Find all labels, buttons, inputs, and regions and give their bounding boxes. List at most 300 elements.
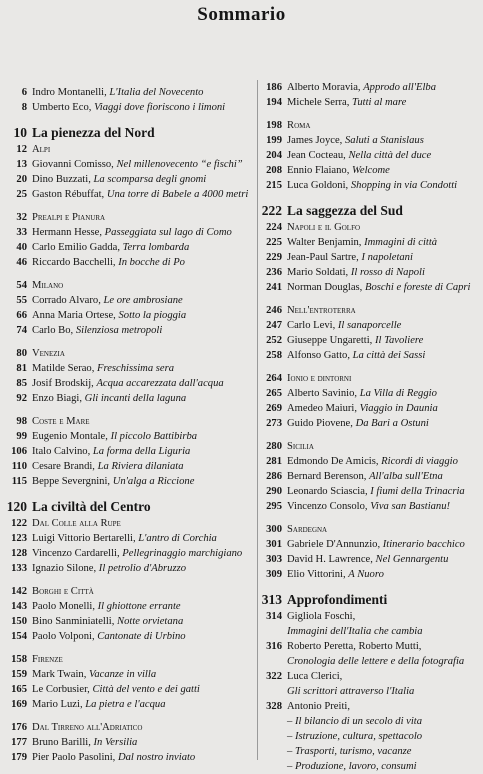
entry-text <box>282 729 422 744</box>
entry-text <box>27 599 181 614</box>
section-gap <box>4 202 256 210</box>
page-number: 106 <box>11 446 27 457</box>
page-number: 247 <box>266 320 282 331</box>
page-number: 322 <box>266 671 282 682</box>
author-name: Hermann Hesse, <box>32 227 105 238</box>
work-title: L'antro di Corchia <box>138 533 217 544</box>
entry-text <box>27 682 200 697</box>
author-name: Corrado Alvaro, <box>32 295 104 306</box>
work-title: Viaggi dove fioriscono i limoni <box>94 102 226 113</box>
section-gap <box>259 431 481 439</box>
author-name: James Joyce, <box>287 135 345 146</box>
author-name: Carlo Emilio Gadda, <box>32 242 123 253</box>
toc-entry <box>259 454 481 469</box>
author-name: Bruno Barilli, <box>32 737 94 748</box>
entry-text <box>27 750 195 765</box>
page-number: 13 <box>16 159 27 170</box>
page-number: 264 <box>266 373 282 384</box>
subsection-heading <box>259 303 481 318</box>
entry-text <box>27 531 217 546</box>
author-name: Pier Paolo Pasolini, <box>32 752 118 763</box>
toc-entry <box>4 85 256 100</box>
toc-entry <box>259 133 481 148</box>
subsection-title: Borghi e Città <box>32 586 94 597</box>
subsection-heading <box>259 439 481 454</box>
author-name: Carlo Levi, <box>287 320 338 331</box>
work-title: La scomparsa degli gnomi <box>93 174 207 185</box>
toc-right-column <box>259 80 481 774</box>
author-name: Josif Brodskij, <box>32 378 97 389</box>
column-divider <box>257 80 258 760</box>
page-number: 33 <box>16 227 27 238</box>
toc-entry <box>4 376 256 391</box>
toc-entry <box>259 499 481 514</box>
page-number: 265 <box>266 388 282 399</box>
page-number: 85 <box>16 378 27 389</box>
subsection-heading <box>4 414 256 429</box>
work-title: Nella città del duce <box>348 150 432 161</box>
author-name: Paolo Monelli, <box>32 601 98 612</box>
entry-text <box>27 561 186 576</box>
toc-entry <box>259 280 481 295</box>
page-number: 46 <box>16 257 27 268</box>
author-name: Roberto Peretta, Roberto Mutti, <box>287 641 422 652</box>
entry-text <box>282 624 423 639</box>
page-number: 98 <box>16 416 27 427</box>
entry-text <box>282 609 355 624</box>
toc-entry <box>259 95 481 110</box>
work-title: Vacanze in villa <box>89 669 157 680</box>
author-name: Antonio Preiti, <box>287 701 350 712</box>
entry-text <box>282 699 350 714</box>
page-number: 6 <box>21 87 27 98</box>
section-gap <box>259 582 481 590</box>
page-number: 316 <box>266 641 282 652</box>
subsection-title: Napoli e il Golfo <box>287 222 361 233</box>
work-title: Boschi e foreste di Capri <box>364 282 471 293</box>
entry-text <box>282 537 465 552</box>
toc-entry <box>4 157 256 172</box>
work-title: Il ghiottone errante <box>97 601 181 612</box>
toc-entry <box>4 531 256 546</box>
entry-text <box>27 85 203 100</box>
entry-text <box>282 654 464 669</box>
page-number: 229 <box>266 252 282 263</box>
toc-entry <box>259 333 481 348</box>
page-number: 8 <box>21 102 27 113</box>
section-gap <box>4 338 256 346</box>
entry-text <box>27 667 156 682</box>
entry-text <box>282 744 412 759</box>
entry-text <box>27 308 186 323</box>
author-name: Gaston Rébuffat, <box>32 189 107 200</box>
page-number: 54 <box>16 280 27 291</box>
page-number: 122 <box>11 518 27 529</box>
work-title: Itinerario bacchico <box>382 539 465 550</box>
author-name: Luca Clerici, <box>287 671 343 682</box>
author-name: Leonardo Sciascia, <box>287 486 371 497</box>
work-title: Il piccolo Battibirba <box>110 431 198 442</box>
section-gap <box>4 270 256 278</box>
work-title: Approdo all'Elba <box>363 82 436 93</box>
page-number: 258 <box>266 350 282 361</box>
section-title: La civiltà del Centro <box>32 499 151 514</box>
author-name: Vincenzo Cardarelli, <box>32 548 123 559</box>
toc-entry <box>259 552 481 567</box>
page-number: 176 <box>11 722 27 733</box>
section-title: La pienezza del Nord <box>32 125 155 140</box>
toc-entry <box>4 682 256 697</box>
subsection-heading <box>259 118 481 133</box>
author-name: Ignazio Silone, <box>32 563 99 574</box>
author-name: Alberto Moravia, <box>287 82 364 93</box>
subsection-heading <box>4 652 256 667</box>
work-title: Shopping in via Condotti <box>350 180 458 191</box>
toc-entry <box>259 178 481 193</box>
toc-entry <box>4 614 256 629</box>
work-title: In bocche di Po <box>118 257 185 268</box>
author-name: Michele Serra, <box>287 97 353 108</box>
subsection-title: Prealpi e Pianura <box>32 212 106 223</box>
entry-text <box>27 474 194 489</box>
author-name: Guido Piovene, <box>287 418 356 429</box>
toc-entry <box>4 629 256 644</box>
toc-entry <box>259 401 481 416</box>
section-gap <box>259 514 481 522</box>
section-gap <box>4 406 256 414</box>
entry-text <box>282 454 458 469</box>
toc-entry <box>4 599 256 614</box>
toc-entry <box>259 163 481 178</box>
page-number: 281 <box>266 456 282 467</box>
section-gap <box>4 712 256 720</box>
entry-text <box>27 225 232 240</box>
entry-text <box>27 546 242 561</box>
entry-text <box>282 499 450 514</box>
subsection-heading <box>4 210 256 225</box>
toc-entry <box>4 546 256 561</box>
author-name: Cesare Brandi, <box>32 461 98 472</box>
toc-entry <box>259 684 481 699</box>
subsection-heading <box>4 584 256 599</box>
toc-entry <box>259 235 481 250</box>
author-name: Indro Montanelli, <box>32 87 110 98</box>
page-number: 280 <box>266 441 282 452</box>
page-number: 286 <box>266 471 282 482</box>
subsection-heading <box>259 522 481 537</box>
work-title: Passeggiata sul lago di Como <box>104 227 232 238</box>
toc-entry <box>4 750 256 765</box>
toc-left-column <box>4 85 256 765</box>
toc-entry <box>259 318 481 333</box>
page-number: 20 <box>16 174 27 185</box>
subsection-heading <box>4 346 256 361</box>
work-title: – Trasporti, turismo, vacanze <box>287 746 412 757</box>
work-title: Pellegrinaggio marchigiano <box>122 548 243 559</box>
author-name: Mario Soldati, <box>287 267 351 278</box>
toc-entry <box>4 444 256 459</box>
work-title: – Istruzione, cultura, spettacolo <box>287 731 423 742</box>
work-title: All'alba sull'Etna <box>369 471 443 482</box>
entry-text <box>282 265 425 280</box>
subsection-title: Firenze <box>32 654 63 665</box>
toc-entry <box>4 697 256 712</box>
author-name: Giuseppe Ungaretti, <box>287 335 375 346</box>
toc-entry <box>259 624 481 639</box>
work-title: Tutti al mare <box>352 97 407 108</box>
toc-entry <box>4 667 256 682</box>
section-gap <box>4 644 256 652</box>
toc-entry <box>259 484 481 499</box>
entry-text <box>27 100 225 115</box>
work-title: Acqua accarezzata dall'acqua <box>96 378 224 389</box>
entry-text <box>282 348 425 363</box>
entry-text <box>27 255 185 270</box>
section-gap <box>4 576 256 584</box>
subsection-title: Sicilia <box>287 441 314 452</box>
page-number: 120 <box>6 499 27 514</box>
author-name: Beppe Severgnini, <box>32 476 113 487</box>
toc-entry <box>259 386 481 401</box>
author-name: Vincenzo Consolo, <box>287 501 371 512</box>
toc-entry <box>259 416 481 431</box>
section-gap <box>259 295 481 303</box>
work-title: Sotto la pioggia <box>118 310 187 321</box>
page-number: 224 <box>266 222 282 233</box>
work-title: Un'alga a Riccione <box>112 476 195 487</box>
page-number: 222 <box>261 203 282 218</box>
toc-entry <box>259 348 481 363</box>
page-number: 81 <box>16 363 27 374</box>
author-name: Giovanni Comisso, <box>32 159 117 170</box>
entry-text <box>27 172 206 187</box>
author-name: Ennio Flaiano, <box>287 165 353 176</box>
work-title: A Nuoro <box>348 569 384 580</box>
toc-entry <box>4 225 256 240</box>
author-name: Le Corbusier, <box>32 684 93 695</box>
work-title: Cantonate di Urbino <box>97 631 186 642</box>
section-gap <box>4 489 256 497</box>
subsection-title: Dal Tirreno all'Adriatico <box>32 722 143 733</box>
page-number: 66 <box>16 310 27 321</box>
subsection-title: Nell'entroterra <box>287 305 356 316</box>
toc-entry <box>4 561 256 576</box>
subsection-title: Ionio e dintorni <box>287 373 352 384</box>
entry-text <box>27 391 186 406</box>
entry-text <box>282 333 423 348</box>
author-name: Gigliola Foschi, <box>287 611 356 622</box>
section-heading <box>4 497 256 516</box>
page-number: 177 <box>11 737 27 748</box>
toc-entry <box>259 714 481 729</box>
toc-entry <box>259 609 481 624</box>
entry-text <box>282 250 413 265</box>
toc-entry <box>259 250 481 265</box>
entry-text <box>282 163 390 178</box>
entry-text <box>27 187 248 202</box>
work-title: I napoletani <box>361 252 413 263</box>
page-number: 194 <box>266 97 282 108</box>
entry-text <box>282 714 422 729</box>
toc-entry <box>4 361 256 376</box>
author-name: Luigi Vittorio Bertarelli, <box>32 533 139 544</box>
work-title: Il sanaporcelle <box>337 320 402 331</box>
page-number: 40 <box>16 242 27 253</box>
work-title: Notte orvietana <box>117 616 184 627</box>
work-title: Il Tavoliere <box>374 335 424 346</box>
page-number: 165 <box>11 684 27 695</box>
author-name: Enzo Biagi, <box>32 393 85 404</box>
entry-text <box>27 157 243 172</box>
section-gap <box>259 363 481 371</box>
page-number: 12 <box>16 144 27 155</box>
author-name: Amedeo Maiuri, <box>287 403 360 414</box>
toc-entry <box>4 240 256 255</box>
subsection-heading <box>4 516 256 531</box>
author-name: Carlo Bo, <box>32 325 76 336</box>
author-name: Dino Buzzati, <box>32 174 94 185</box>
page-number: 328 <box>266 701 282 712</box>
toc-entry <box>4 459 256 474</box>
page-number: 208 <box>266 165 282 176</box>
author-name: Mark Twain, <box>32 669 90 680</box>
page-number: 128 <box>11 548 27 559</box>
page-number: 25 <box>16 189 27 200</box>
entry-text <box>27 444 190 459</box>
author-name: Luca Goldoni, <box>287 180 351 191</box>
subsection-title: Dal Colle alla Rupe <box>32 518 121 529</box>
entry-text <box>282 639 421 654</box>
toc-entry <box>4 172 256 187</box>
page-number: 133 <box>11 563 27 574</box>
toc-entry <box>259 537 481 552</box>
subsection-heading <box>4 142 256 157</box>
entry-text <box>282 669 342 684</box>
page-number: 246 <box>266 305 282 316</box>
work-title: La Riviera dilaniata <box>97 461 184 472</box>
work-title: – Produzione, lavoro, consumi <box>287 761 417 772</box>
work-title: Ricordi di viaggio <box>381 456 458 467</box>
entry-text <box>282 401 438 416</box>
section-title: La saggezza del Sud <box>287 203 403 218</box>
entry-text <box>282 280 471 295</box>
entry-text <box>27 697 166 712</box>
entry-text <box>282 95 406 110</box>
subsection-title: Coste e Mare <box>32 416 90 427</box>
entry-text <box>282 469 443 484</box>
subsection-heading <box>4 278 256 293</box>
toc-entry <box>259 729 481 744</box>
author-name: Bernard Berenson, <box>287 471 370 482</box>
work-title: Una torre di Babele a 4000 metri <box>106 189 249 200</box>
author-name: Gabriele D'Annunzio, <box>287 539 383 550</box>
work-title: Saluti a Stanislaus <box>344 135 424 146</box>
page-number: 179 <box>11 752 27 763</box>
section-heading <box>259 201 481 220</box>
subsection-heading <box>259 220 481 235</box>
entry-text <box>27 614 183 629</box>
entry-text <box>27 240 189 255</box>
page-number: 301 <box>266 539 282 550</box>
entry-text <box>27 429 197 444</box>
author-name: Norman Douglas, <box>287 282 365 293</box>
author-name: Eugenio Montale, <box>32 431 111 442</box>
work-title: L'Italia del Novecento <box>109 87 204 98</box>
work-title: Da Bari a Ostuni <box>355 418 429 429</box>
toc-entry <box>4 735 256 750</box>
work-title: Nel Gennargentu <box>375 554 449 565</box>
page-number: 123 <box>11 533 27 544</box>
work-title: Gli scrittori attraverso l'Italia <box>287 686 415 697</box>
entry-text <box>27 459 184 474</box>
entry-text <box>27 629 186 644</box>
work-title: La città dei Sassi <box>352 350 426 361</box>
work-title: In Versilia <box>93 737 138 748</box>
author-name: Riccardo Bacchelli, <box>32 257 119 268</box>
subsection-title: Sardegna <box>287 524 328 535</box>
toc-entry <box>259 148 481 163</box>
page-number: 300 <box>266 524 282 535</box>
entry-text <box>282 178 457 193</box>
section-title: Approfondimenti <box>287 592 388 607</box>
work-title: Welcome <box>352 165 390 176</box>
toc-entry <box>4 429 256 444</box>
page-number: 215 <box>266 180 282 191</box>
page-title: Sommario <box>197 4 286 25</box>
page-number: 273 <box>266 418 282 429</box>
work-title: I fiumi della Trinacria <box>370 486 465 497</box>
work-title: – Il bilancio di un secolo di vita <box>287 716 423 727</box>
author-name: Alfonso Gatto, <box>287 350 353 361</box>
work-title: Il rosso di Napoli <box>350 267 425 278</box>
work-title: Silenziosa metropoli <box>75 325 163 336</box>
entry-text <box>282 484 465 499</box>
entry-text <box>27 293 183 308</box>
page-number: 142 <box>11 586 27 597</box>
page-number: 115 <box>11 476 27 487</box>
entry-text <box>282 684 414 699</box>
work-title: Freschissima sera <box>97 363 175 374</box>
section-heading <box>4 123 256 142</box>
entry-text <box>282 416 429 431</box>
page-number: 290 <box>266 486 282 497</box>
entry-text <box>27 361 174 376</box>
page-number: 314 <box>266 611 282 622</box>
section-gap <box>4 115 256 123</box>
toc-entry <box>259 669 481 684</box>
work-title: Terra lombarda <box>122 242 190 253</box>
toc-entry <box>259 80 481 95</box>
author-name: Edmondo De Amicis, <box>287 456 382 467</box>
author-name: Walter Benjamin, <box>287 237 365 248</box>
toc-entry <box>259 699 481 714</box>
work-title: Gli incanti della laguna <box>84 393 187 404</box>
section-gap <box>259 193 481 201</box>
page-number: 92 <box>16 393 27 404</box>
toc-entry <box>259 744 481 759</box>
author-name: David H. Lawrence, <box>287 554 376 565</box>
toc-entry <box>4 474 256 489</box>
work-title: Viaggio in Daunia <box>359 403 438 414</box>
toc-entry <box>259 639 481 654</box>
subsection-title: Alpi <box>32 144 51 155</box>
author-name: Elio Vittorini, <box>287 569 349 580</box>
section-gap <box>259 110 481 118</box>
subsection-heading <box>4 720 256 735</box>
work-title: Dal nostro inviato <box>117 752 196 763</box>
author-name: Jean-Paul Sartre, <box>287 252 362 263</box>
page-number: 10 <box>13 125 27 140</box>
